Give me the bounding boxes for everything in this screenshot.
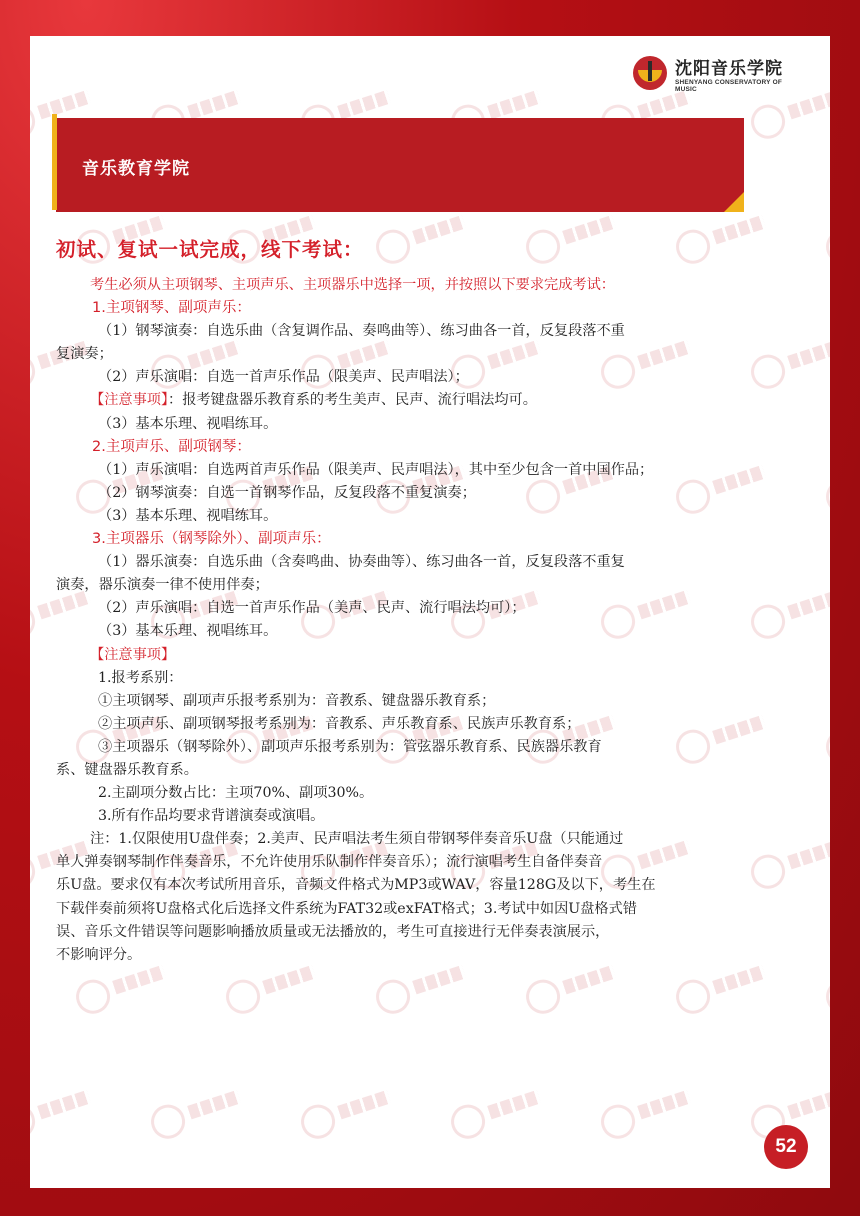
watermark-mark	[747, 583, 830, 645]
watermark-mark	[30, 1083, 93, 1145]
section-3-line: （3）基本乐理、视唱练耳。	[98, 623, 278, 640]
watermark-mark	[822, 208, 830, 270]
watermark-mark	[822, 458, 830, 520]
watermark-mark	[147, 1083, 244, 1145]
banner-title: 音乐教育学院	[82, 159, 190, 179]
section-1-line: （1）钢琴演奏：自选乐曲（含复调作品、奏鸣曲等）、练习曲各一首，反复段落不重	[98, 323, 625, 340]
footnote-line: 不影响评分。	[56, 946, 142, 963]
watermark-mark	[672, 208, 769, 270]
watermark-mark	[747, 833, 830, 895]
watermark-mark	[447, 1083, 544, 1145]
conservatory-logo	[633, 52, 803, 96]
footnote-line: 乐U盘。要求仅有本次考试所用音乐，音频文件格式为MP3或WAV，容量128G及以下，考生在	[56, 877, 656, 894]
banner-corner	[724, 192, 744, 212]
logo-title: 沈阳音乐学院	[675, 59, 783, 79]
notes-label: 【注意事项】	[90, 646, 176, 663]
section-1-line: 复演奏；	[56, 346, 113, 363]
exam-requirements	[56, 274, 748, 967]
watermark-mark	[822, 958, 830, 1020]
section-3-line: （2）声乐演唱：自选一首声乐作品（美声、民声、流行唱法均可）；	[98, 600, 526, 617]
watermark-mark	[222, 958, 319, 1020]
section-2-line: （1）声乐演唱：自选两首声乐作品（限美声、民声唱法），其中至少包含一首中国作品；	[98, 461, 654, 478]
watermark-mark	[822, 708, 830, 770]
section-3-line: （1）器乐演奏：自选乐曲（含奏鸣曲、协奏曲等）、练习曲各一首，反复段落不重复	[98, 554, 625, 571]
section-2-line: （3）基本乐理、视唱练耳。	[98, 507, 278, 524]
watermark-mark	[297, 1083, 394, 1145]
page-heading: 初试、复试一试完成，线下考试：	[56, 238, 364, 261]
section-3-line: 演奏，器乐演奏一律不使用伴奏；	[56, 577, 269, 594]
notes-line: 系、键盘器乐教育系。	[56, 761, 198, 778]
section-2-line: （2）钢琴演奏：自选一首钢琴作品，反复段落不重复演奏；	[98, 484, 476, 501]
logo-subtitle: SHENYANG CONSERVATORY OF MUSIC	[675, 79, 783, 93]
watermark-mark	[672, 958, 769, 1020]
notes-line: 1.报考系别：	[98, 669, 183, 686]
watermark-mark	[72, 958, 169, 1020]
section-title-3: 3.主项器乐（钢琴除外）、副项声乐：	[92, 531, 331, 548]
notes-line: 2.主副项分数占比：主项70%、副项30%。	[98, 785, 374, 802]
footnote-line: 误、音乐文件错误等问题影响播放质量或无法播放的，考生可直接进行无伴奏表演展示，	[56, 923, 610, 940]
footnote-line: 下载伴奏前须将U盘格式化后选择文件系统为FAT32或exFAT格式；3.考试中如因U盘格式错	[56, 900, 637, 917]
watermark-mark	[372, 958, 469, 1020]
section-1-note	[56, 389, 748, 412]
note-text: ：报考键盘器乐教育系的考生美声、民声、流行唱法均可。	[168, 392, 537, 409]
watermark-mark	[522, 208, 619, 270]
banner-accent	[52, 114, 57, 210]
emblem-icon	[633, 56, 667, 90]
footnote-line: 单人弹奏钢琴制作伴奏音乐，不允许使用乐队制作伴奏音乐）；流行演唱考生自备伴奏音	[56, 854, 603, 871]
section-title-1: 1.主项钢琴、副项声乐：	[92, 300, 251, 317]
section-title-2: 2.主项声乐、副项钢琴：	[92, 438, 251, 455]
watermark-mark	[372, 208, 469, 270]
watermark-mark	[747, 333, 830, 395]
notes-line: ②主项声乐、副项钢琴报考系别为：音教系、声乐教育系、民族声乐教育系；	[98, 715, 581, 732]
note-label: 【注意事项】	[90, 392, 169, 409]
notes-line: 3.所有作品均要求背谱演奏或演唱。	[98, 808, 325, 825]
notes-line: ③主项器乐（钢琴除外）、副项声乐报考系别为：管弦器乐教育系、民族器乐教育	[98, 738, 602, 755]
watermark-mark	[522, 958, 619, 1020]
page-number: 52	[764, 1125, 808, 1169]
section-1-line: （3）基本乐理、视唱练耳。	[98, 415, 278, 432]
footnote-line: 注：1.仅限使用U盘伴奏；2.美声、民声唱法考生须自带钢琴伴奏音乐U盘（只能通过	[90, 831, 624, 848]
watermark-mark	[597, 1083, 694, 1145]
notes-line: ①主项钢琴、副项声乐报考系别为：音教系、键盘器乐教育系；	[98, 692, 496, 709]
section-1-line: （2）声乐演唱：自选一首声乐作品（限美声、民声唱法）；	[98, 369, 469, 386]
intro-text: 考生必须从主项钢琴、主项声乐、主项器乐中选择一项，并按照以下要求完成考试：	[90, 277, 615, 293]
